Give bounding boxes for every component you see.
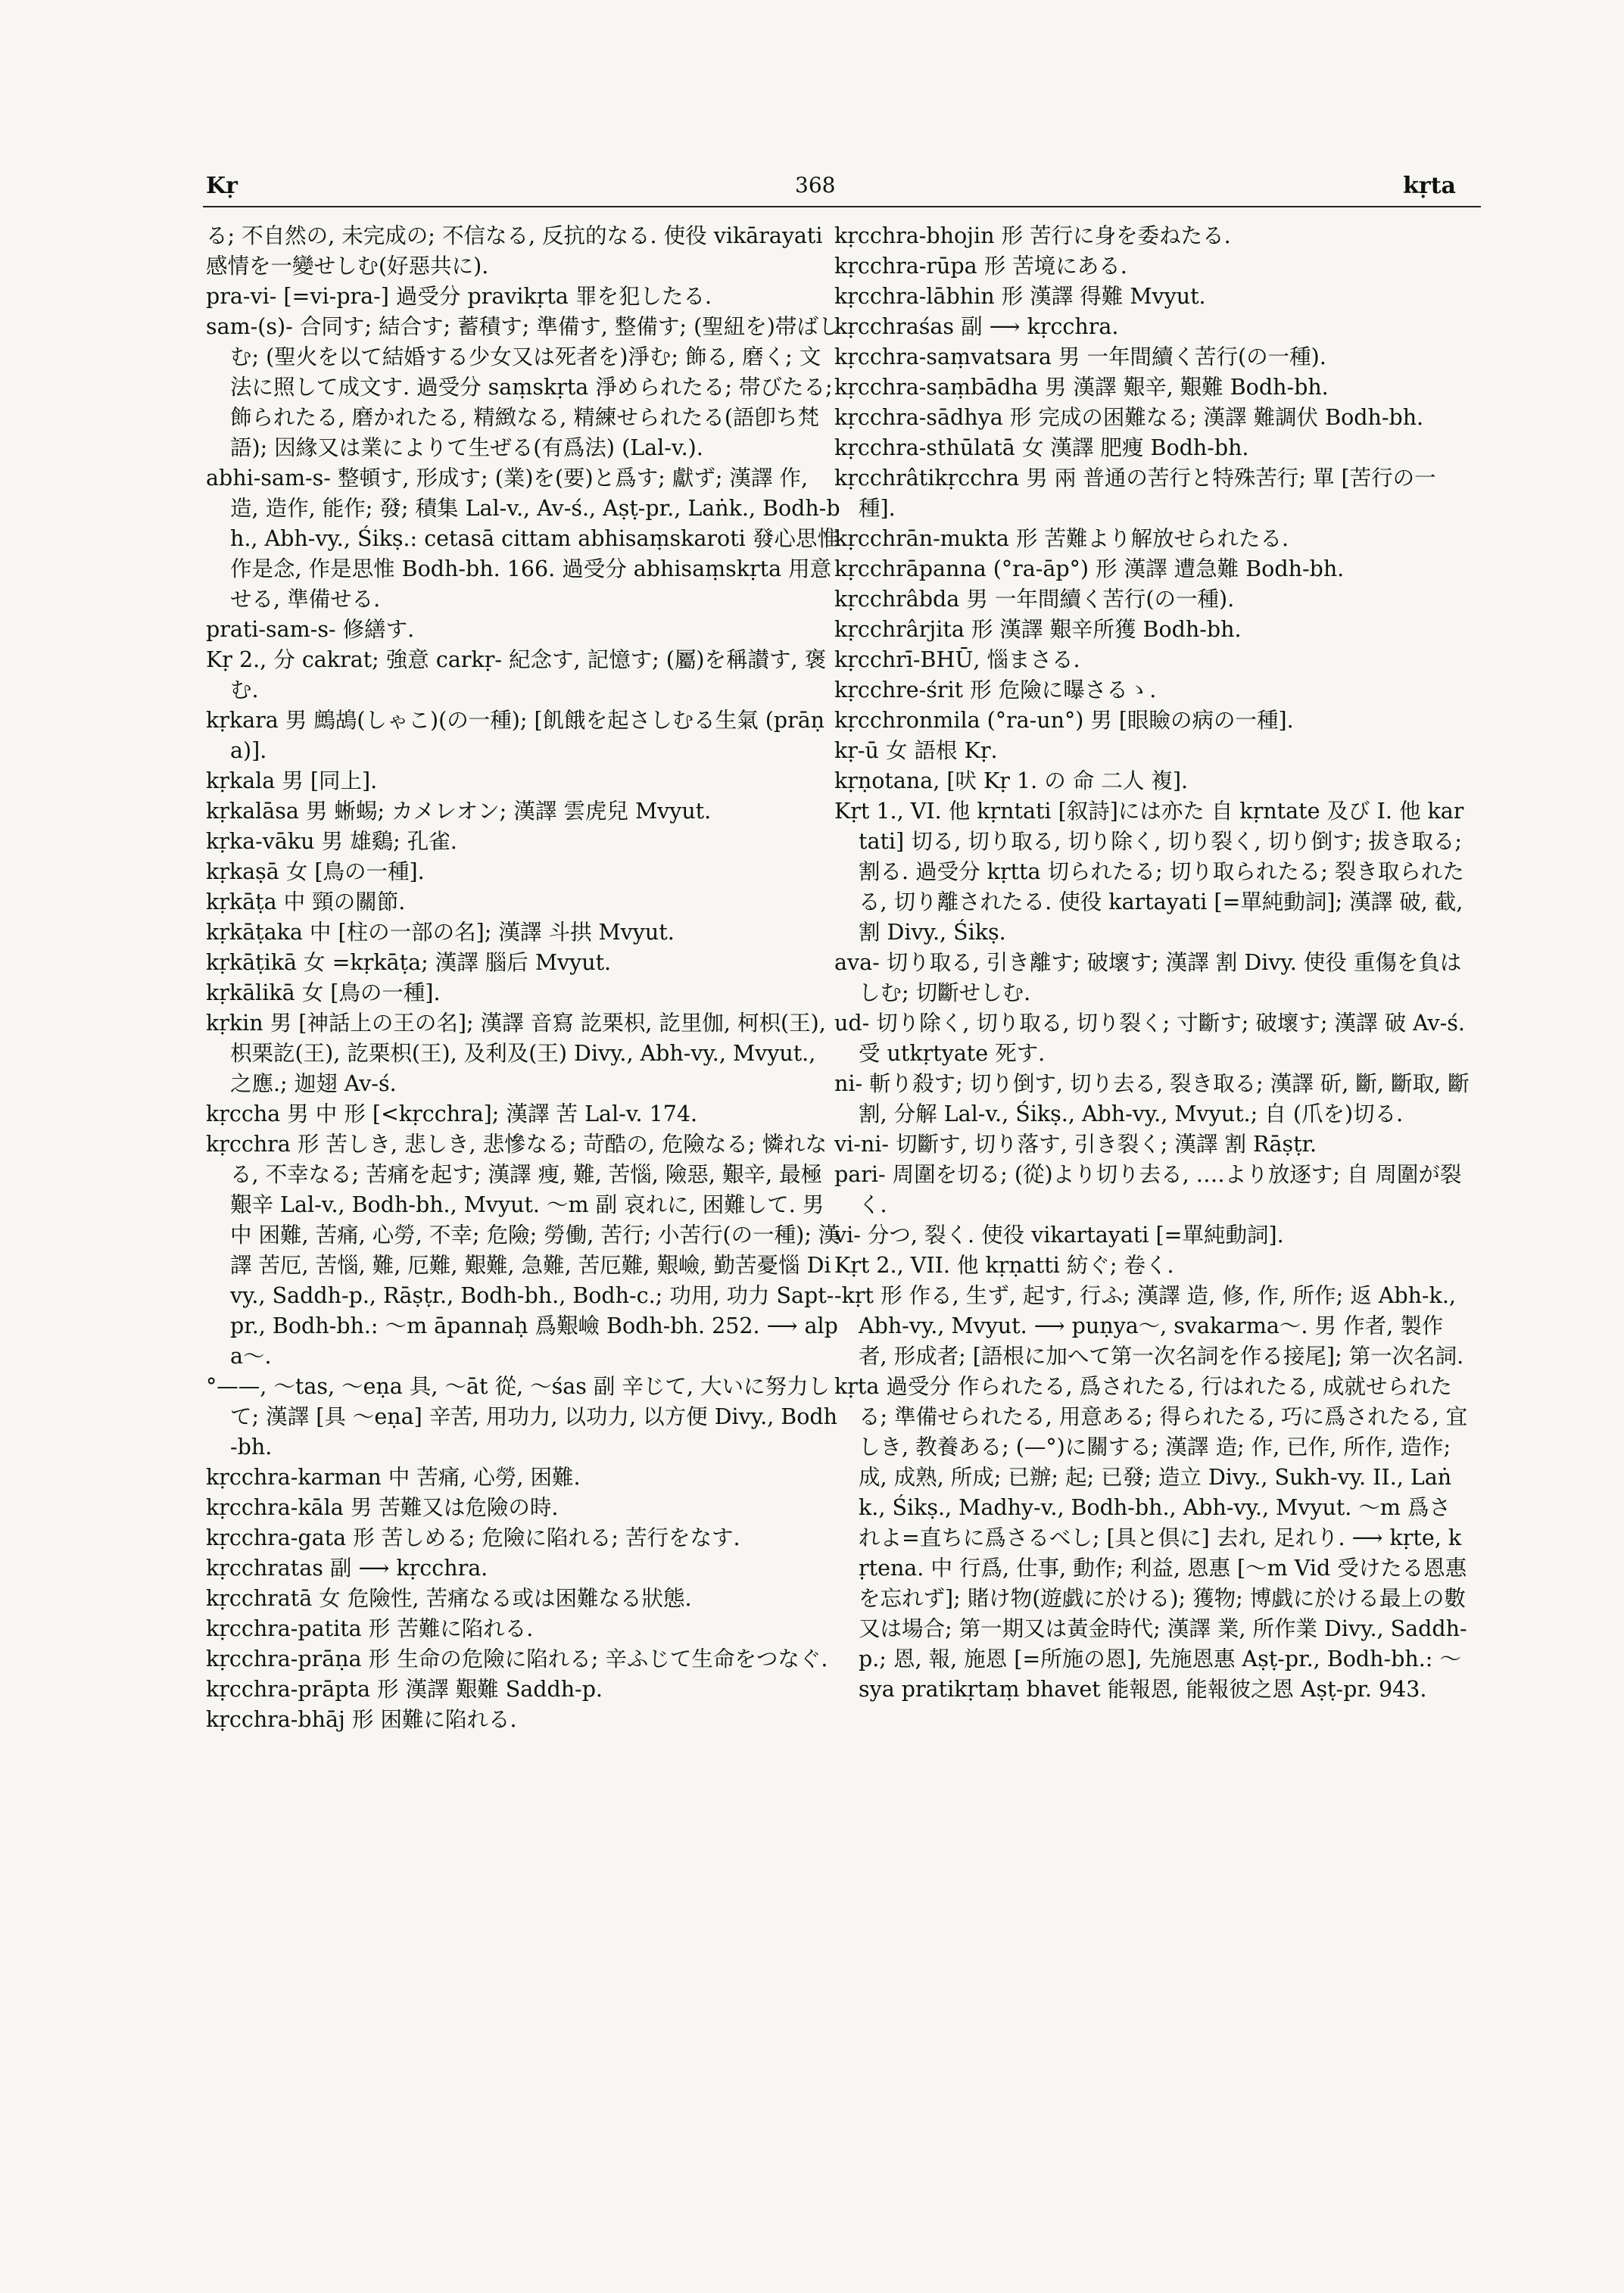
- dictionary-entry: kṛcchra-sthūlatā 女 漢譯 肥痩 Bodh-bh.: [834, 435, 1249, 460]
- dictionary-entry: kṛkalāsa 男 蜥蜴; カメレオン; 漢譯 雲虎兒 Mvyut.: [206, 799, 712, 824]
- dictionary-entry: -kṛt 形 作る, 生ず, 起す, 行ふ; 漢譯 造, 修, 作, 所作; 返 Abh-k., Abh-vy., Mvyut. ⟶ puṇya～, svakarma～. 男 作者, 製作者, 形成者; [語根に加へて第一次名詞を作る接尾]; 第一次名詞.: [834, 1283, 1464, 1369]
- dictionary-entry: kṛkala 男 [同上].: [206, 768, 378, 793]
- dictionary-entry: kṛcchra-lābhin 形 漢譯 得難 Mvyut.: [834, 284, 1206, 309]
- dictionary-entry: kṛcchra-prāṇa 形 生命の危險に陷れる; 辛ふじて生命をつなぐ.: [206, 1647, 828, 1671]
- dictionary-entry: abhi-sam-s- 整頓す, 形成す; (業)を(要)と爲す; 獻ず; 漢譯 作, 造, 造作, 能作; 發; 積集 Lal-v., Av-ś., Aṣṭ-pr., Laṅk., Bodh-bh., Abh-vy., Śikṣ.: cetasā cittam abhisaṃskaroti 發心思惟 作是念, 作是思惟 Bodh-bh. 166. 過受分 abhisaṃskṛta 用意せる, 準備せる.: [206, 466, 840, 612]
- dictionary-entry: Kṛt 2., VII. 他 kṛṇatti 紡ぐ; 卷く.: [834, 1253, 1174, 1278]
- dictionary-entry: kṛcchratas 副 ⟶ kṛcchra.: [206, 1556, 488, 1581]
- right-column: [834, 221, 1470, 1705]
- dictionary-entry: kṛkālikā 女 [鳥の一種].: [206, 980, 441, 1005]
- dictionary-entry: kṛkāṭaka 中 [柱の一部の名]; 漢譯 斗拱 Mvyut.: [206, 920, 675, 945]
- dictionary-entry: pra-vi- [=vi-pra-] 過受分 pravikṛta 罪を犯したる.: [206, 284, 712, 309]
- running-head-left: Kṛ: [206, 173, 238, 199]
- dictionary-entry: ava- 切り取る, 引き離す; 破壞す; 漢譯 割 Divy. 使役 重傷を負はしむ; 切斷せしむ.: [834, 950, 1462, 1005]
- dictionary-entry: kṛ-ū 女 語根 Kṛ.: [834, 738, 998, 763]
- running-head-right: kṛta: [1403, 173, 1456, 199]
- dictionary-entry: kṛkaṣā 女 [鳥の一種].: [206, 859, 425, 884]
- dictionary-entry: kṛcchrâtikṛcchra 男 兩 普通の苦行と特殊苦行; 單 [苦行の一種].: [834, 466, 1436, 521]
- dictionary-entry: kṛcchrān-mukta 形 苦難より解放せられたる.: [834, 526, 1289, 551]
- dictionary-entry: ud- 切り除く, 切り取る, 切り裂く; 寸斷す; 破壞す; 漢譯 破 Av-ś. 受 utkṛtyate 死す.: [834, 1011, 1465, 1066]
- dictionary-entry: prati-sam-s- 修繕す.: [206, 617, 415, 642]
- dictionary-entry: pari- 周圍を切る; (從)より切り去る, ‥‥より放逐す; 自 周圍が裂く.: [834, 1162, 1462, 1217]
- dictionary-entry: kṛkāṭa 中 頸の關節.: [206, 889, 406, 914]
- dictionary-entry: kṛcchra-karman 中 苦痛, 心勞, 困難.: [206, 1465, 581, 1490]
- dictionary-entry: vi-ni- 切斷す, 切り落す, 引き裂く; 漢譯 割 Rāṣṭr.: [834, 1132, 1317, 1157]
- dictionary-entry: kṛkāṭikā 女 =kṛkāṭa; 漢譯 腦后 Mvyut.: [206, 950, 612, 975]
- page-number: 368: [795, 173, 836, 198]
- header-rule: [203, 206, 1481, 207]
- dictionary-entry: kṛkara 男 鷓鴣(しゃこ)(の一種); [飢餓を起さしむる生氣 (prāṇa)].: [206, 708, 825, 763]
- dictionary-entry: kṛcchronmila (°ra-un°) 男 [眼瞼の病の一種].: [834, 708, 1294, 733]
- dictionary-entry: kṛka-vāku 男 雄鷄; 孔雀.: [206, 829, 457, 854]
- dictionary-entry: vi- 分つ, 裂く. 使役 vikartayati [=單純動詞].: [834, 1223, 1284, 1248]
- dictionary-entry: sam-(s)- 合同す; 結合す; 蓄積す; 準備す, 整備す; (聖紐を)帯ばしむ; (聖火を以て結婚する少女又は死者を)淨む; 飾る, 磨く; 文法に照して成文す. 過受分 saṃskṛta 淨められたる; 帯びたる; 飾られたる, 磨かれたる, 精緻なる, 精練せられたる(語卽ち梵語); 因緣又は業によりて生ぜる(有爲法) (Lal-v.).: [206, 314, 840, 460]
- dictionary-entry: kṛcchratā 女 危險性, 苦痛なる或は困難なる狀態.: [206, 1586, 692, 1611]
- dictionary-entry: kṛcchrârjita 形 漢譯 艱辛所獲 Bodh-bh.: [834, 617, 1242, 642]
- left-column: [206, 221, 842, 1735]
- dictionary-entry: °——, ～tas, ～eṇa 具, ～āt 從, ～śas 副 辛じて, 大いに努力して; 漢譯 [具 ～eṇa] 辛苦, 用功力, 以功力, 以方便 Divy., Bodh-bh.: [206, 1374, 837, 1460]
- dictionary-entry: kṛkin 男 [神話上の王の名]; 漢譯 音寫 訖栗枳, 訖里伽, 柯枳(王), 枳栗訖(王), 訖栗枳(王), 及利及(王) Divy., Abh-vy., Mvyut., 之應.; 迦翅 Av-ś.: [206, 1011, 826, 1096]
- dictionary-entry: kṛcchra-bhojin 形 苦行に身を委ねたる.: [834, 223, 1231, 248]
- dictionary-entry: kṛcchrī-BHŪ, 惱まさる.: [834, 647, 1080, 672]
- dictionary-entry: kṛcchra-saṃbādha 男 漢譯 艱辛, 艱難 Bodh-bh.: [834, 375, 1329, 400]
- dictionary-entry: Kṛ 2., 分 cakrat; 強意 carkṛ- 紀念す, 記憶す; (屬)を稱讃す, 褒む.: [206, 647, 827, 703]
- dictionary-entry: kṛcchra-patita 形 苦難に陷れる.: [206, 1616, 534, 1641]
- dictionary-entry: kṛcchra-saṃvatsara 男 一年間續く苦行(の一種).: [834, 344, 1326, 369]
- dictionary-entry: る; 不自然の, 未完成の; 不信なる, 反抗的なる. 使役 vikārayati 感情を一變せしむ(好惡共に).: [206, 223, 823, 279]
- dictionary-entry: kṛcchra-rūpa 形 苦境にある.: [834, 254, 1127, 279]
- dictionary-entry: kṛcchra-sādhya 形 完成の困難なる; 漢譯 難調伏 Bodh-bh.: [834, 405, 1424, 430]
- dictionary-entry: kṛcchra 形 苦しき, 悲しき, 悲慘なる; 苛酷の, 危險なる; 憐れなる, 不幸なる; 苦痛を起す; 漢譯 痩, 難, 苦惱, 險惡, 艱辛, 最極艱辛 Lal-v., Bodh-bh., Mvyut. ～m 副 哀れに, 困難して. 男 中 困難, 苦痛, 心勞, 不幸; 危險; 勞働, 苦行; 小苦行(の一種); 漢譯 苦厄, 苦惱, 難, 厄難, 艱難, 急難, 苦厄難, 艱嶮, 勤苦憂惱 Divy., Saddh-p., Rāṣṭr., Bodh-bh., Bodh-c.; 功用, 功力 Sapt-pr., Bodh-bh.: ～m āpannaḥ 爲艱嶮 Bodh-bh. 252. ⟶ alpa～.: [206, 1132, 840, 1369]
- dictionary-entry: kṛcchrāpanna (°ra-āp°) 形 漢譯 遭急難 Bodh-bh.: [834, 556, 1345, 581]
- dictionary-entry: kṛcchra-gata 形 苦しめる; 危險に陷れる; 苦行をなす.: [206, 1525, 740, 1550]
- dictionary-entry: kṛcchrâbda 男 一年間續く苦行(の一種).: [834, 587, 1235, 612]
- dictionary-entry: kṛta 過受分 作られたる, 爲されたる, 行はれたる, 成就せられたる; 準備せられたる, 用意ある; 得られたる, 巧に爲されたる, 宜しき, 教養ある; (—°)に關する; 漢譯 造; 作, 已作, 所作, 造作; 成, 成熟, 所成; 已辦; 起; 已發; 造立 Divy., Sukh-vy. II., Laṅk., Śikṣ., Madhy-v., Bodh-bh., Abh-vy., Mvyut. ～m 爲されよ=直ちに爲さるべし; [具と倶に] 去れ, 足れり. ⟶ kṛte, kṛtena. 中 行爲, 仕事, 動作; 利益, 恩惠 [～m Vid 受けたる恩惠を忘れず]; 賭け物(遊戯に於ける); 獲物; 博戯に於ける最上の數又は場合; 第一期又は黃金時代; 漢譯 業, 所作業 Divy., Saddh-p.; 恩, 報, 施恩 [=所施の恩], 先施恩惠 Aṣṭ-pr., Bodh-bh.: ～sya pratikṛtaṃ bhavet 能報恩, 能報彼之恩 Aṣṭ-pr. 943.: [834, 1374, 1468, 1702]
- dictionary-entry: kṛcchra-bhāj 形 困難に陷れる.: [206, 1707, 517, 1732]
- dictionary-entry: kṛcchra-kāla 男 苦難又は危險の時.: [206, 1495, 559, 1520]
- dictionary-entry: kṛṇotana, [吠 Kṛ 1. の 命 二人 複].: [834, 768, 1189, 793]
- dictionary-entry: kṛcchre-śrit 形 危險に曝さるゝ.: [834, 678, 1157, 703]
- dictionary-entry: ni- 斬り殺す; 切り倒す, 切り去る, 裂き取る; 漢譯 斫, 斷, 斷取, 斷割, 分解 Lal-v., Śikṣ., Abh-vy., Mvyut.; 自 (爪を)切る.: [834, 1071, 1470, 1126]
- dictionary-entry: kṛcchraśas 副 ⟶ kṛcchra.: [834, 314, 1119, 339]
- dictionary-entry: kṛcchra-prāpta 形 漢譯 艱難 Saddh-p.: [206, 1677, 603, 1702]
- dictionary-entry: Kṛt 1., VI. 他 kṛntati [叙詩]には亦た 自 kṛntate 及び I. 他 kartati] 切る, 切り取る, 切り除く, 切り裂く, 切り倒す; 拔き取る; 割る. 過受分 kṛtta 切られたる; 切り取られたる; 裂き取られたる, 切り離されたる. 使役 kartayati [=單純動詞]; 漢譯 破, 截, 割 Divy., Śikṣ.: [834, 799, 1464, 945]
- dictionary-entry: kṛccha 男 中 形 [<kṛcchra]; 漢譯 苦 Lal-v. 174.: [206, 1101, 698, 1126]
